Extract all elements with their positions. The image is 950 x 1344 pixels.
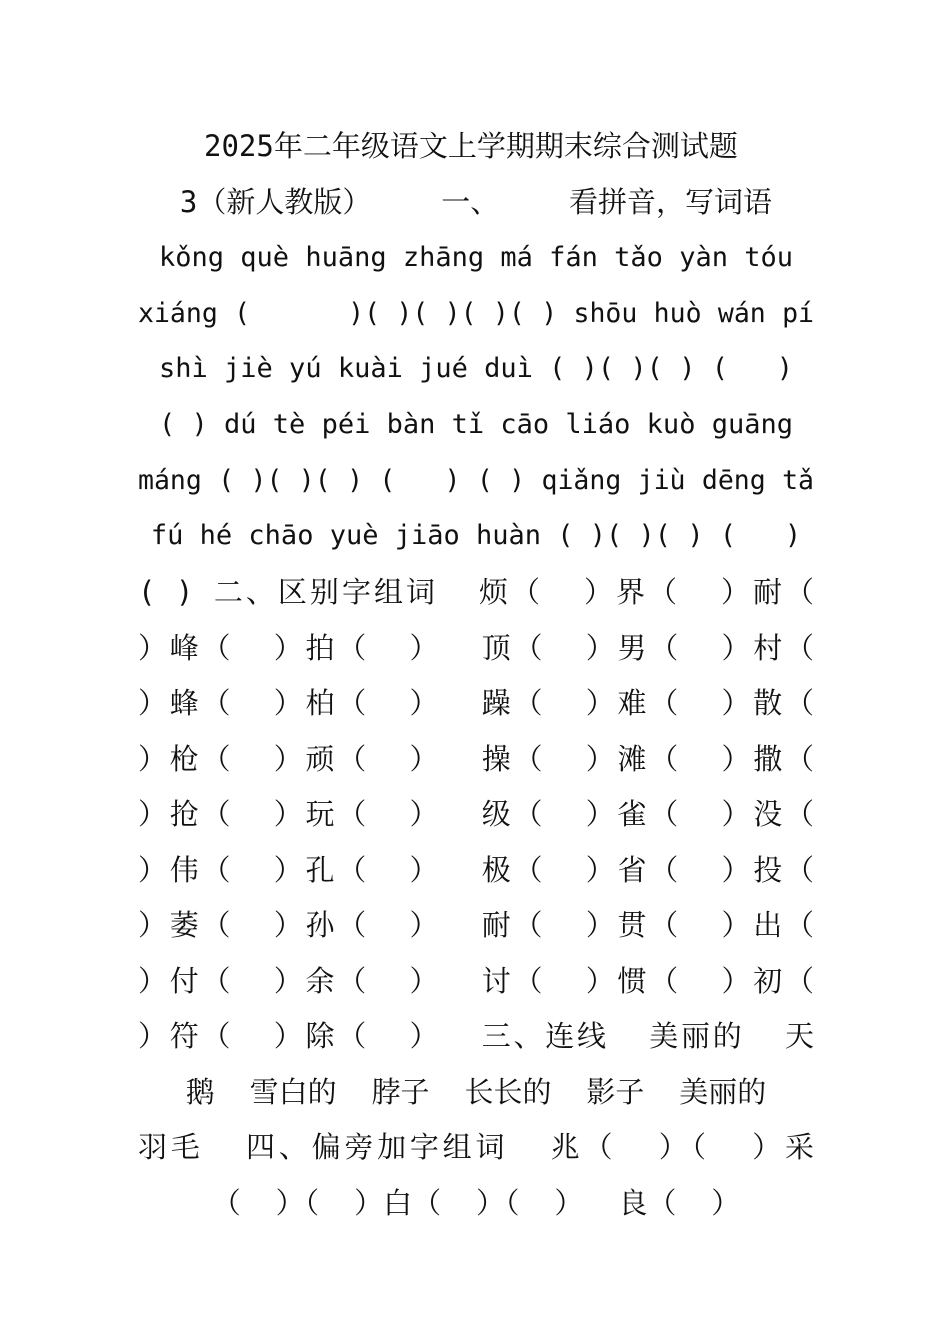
doc-line-11: ）蜂（ ）柏（ ） 躁（ ）难（ ）散（ (138, 686, 814, 720)
doc-line-2: 3（新人教版） 一、 看拼音，写词语 (179, 185, 773, 219)
doc-line-16: ）付（ ）余（ ） 讨（ ）惯（ ）初（ (138, 964, 814, 998)
doc-line-7: máng ( )( )( ) ( ) ( ) qiǎng jiù dēng tǎ (138, 465, 814, 496)
doc-title: 2025年二年级语文上学期期末综合测试题 (204, 129, 738, 163)
doc-line-4: xiáng ( )( )( )( )( ) shōu huò wán pí (138, 298, 814, 329)
doc-line-10: ）峰（ ）拍（ ） 顶（ ）男（ ）村（ (138, 631, 814, 665)
doc-line-9: ( ) 二、区别字组词 烦（ ）界（ ）耐（ (138, 575, 814, 609)
doc-line-17: ）符（ ）除（ ） 三、连线 美丽的 天 (138, 1019, 814, 1053)
doc-line-14: ）伟（ ）孔（ ） 极（ ）省（ ）投（ (138, 853, 814, 887)
doc-line-5: shì jiè yú kuài jué duì ( )( )( ) ( ) (159, 353, 793, 384)
doc-line-18: 鹅 雪白的 脖子 长长的 影子 美丽的 (185, 1075, 767, 1109)
doc-line-3: kǒng què huāng zhāng má fán tǎo yàn tóu (159, 242, 793, 273)
doc-line-13: ）抢（ ）玩（ ） 级（ ）雀（ ）没（ (138, 797, 814, 831)
doc-line-15: ）萎（ ）孙（ ） 耐（ ）贯（ ）出（ (138, 908, 814, 942)
doc-line-12: ）枪（ ）顽（ ） 操（ ）滩（ ）撒（ (138, 742, 814, 776)
doc-line-8: fú hé chāo yuè jiāo huàn ( )( )( ) ( ) (150, 520, 802, 551)
doc-line-20: （ ）（ ）白（ ）（ ） 良（ ） (211, 1186, 741, 1220)
doc-line-6: ( ) dú tè péi bàn tǐ cāo liáo kuò guāng (159, 409, 793, 440)
doc-line-19: 羽毛 四、偏旁加字组词 兆（ ）（ ）采 (138, 1130, 814, 1164)
